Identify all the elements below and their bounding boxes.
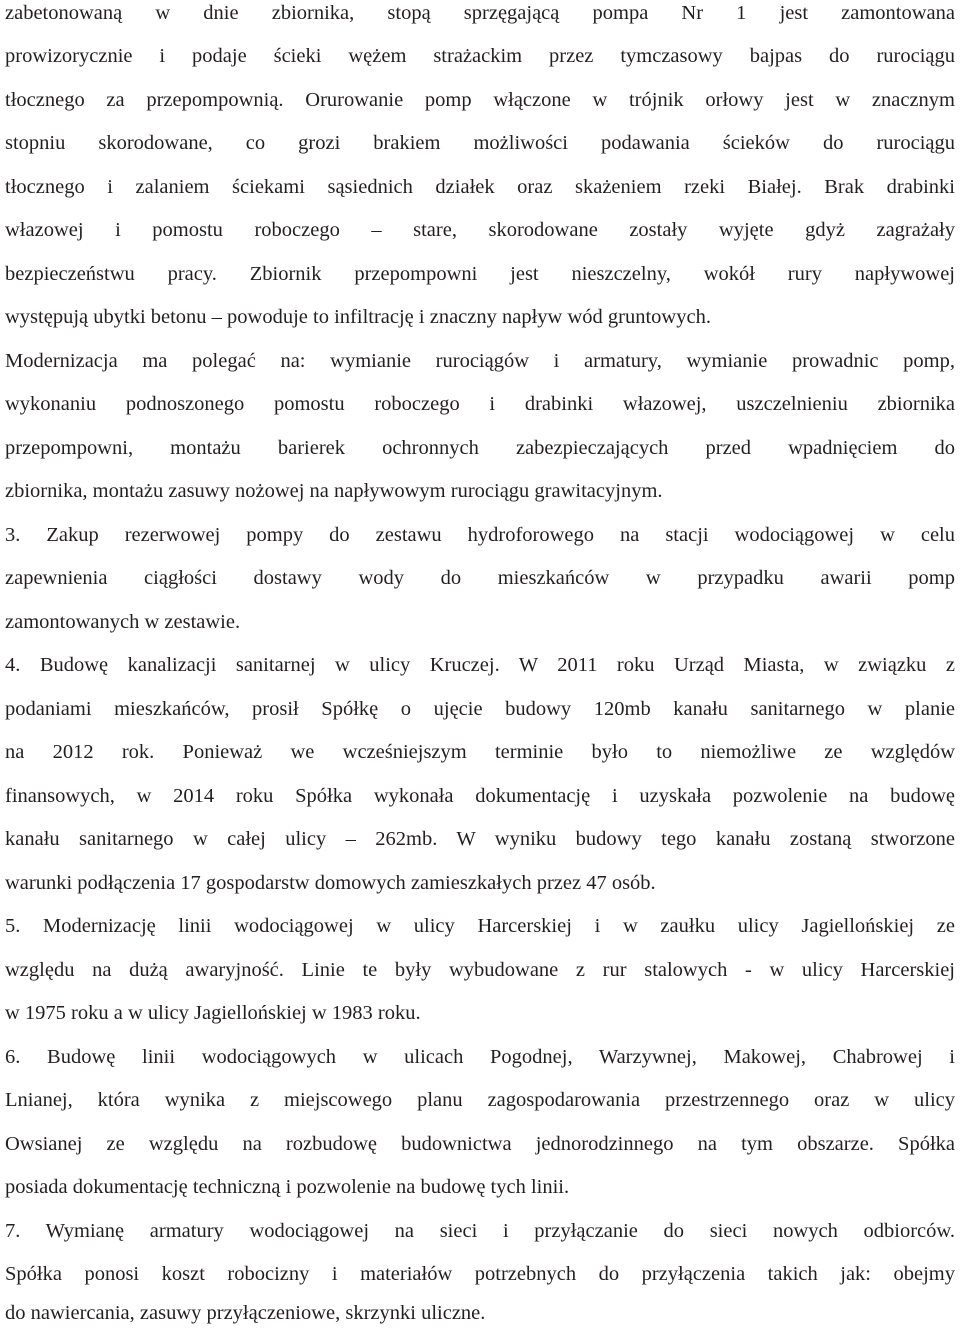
text-line: Lnianej, która wynika z miejscowego planu zagospodarowania przestrzennego oraz w ulicy bbox=[5, 1089, 955, 1111]
text-line: tłocznego i zalaniem ściekami sąsiednich działek oraz skażeniem rzeki Białej. Brak drabinki bbox=[5, 176, 955, 198]
text-line: warunki podłączenia 17 gospodarstw domowych zamieszkałych przez 47 osób. bbox=[5, 872, 656, 894]
text-line: 7. Wymianę armatury wodociągowej na sieci i przyłączanie do sieci nowych odbiorców. bbox=[5, 1220, 955, 1242]
text-line: Modernizacja ma polegać na: wymianie rurociągów i armatury, wymianie prowadnic pomp, bbox=[5, 350, 955, 372]
text-line: Owsianej ze względu na rozbudowę budownictwa jednorodzinnego na tym obszarze. Spółka bbox=[5, 1133, 955, 1155]
text-line: posiada dokumentację techniczną i pozwolenie na budowę tych linii. bbox=[5, 1176, 570, 1198]
text-line: 5. Modernizację linii wodociągowej w ulicy Harcerskiej i w zaułku ulicy Jagiellońskiej ze bbox=[5, 915, 955, 937]
text-line: zbiornika, montażu zasuwy nożowej na napływowym rurociągu grawitacyjnym. bbox=[5, 480, 663, 502]
text-line: na 2012 rok. Ponieważ we wcześniejszym terminie było to niemożliwe ze względów bbox=[5, 741, 955, 763]
text-line: występują ubytki betonu – powoduje to infiltrację i znaczny napływ wód gruntowych. bbox=[5, 306, 711, 328]
text-line: stopniu skorodowane, co grozi brakiem możliwości podawania ścieków do rurociągu bbox=[5, 132, 955, 154]
text-line: 6. Budowę linii wodociągowych w ulicach Pogodnej, Warzywnej, Makowej, Chabrowej i bbox=[5, 1046, 955, 1068]
text-line: 4. Budowę kanalizacji sanitarnej w ulicy Kruczej. W 2011 roku Urząd Miasta, w związku z bbox=[5, 654, 955, 676]
text-line: finansowych, w 2014 roku Spółka wykonała dokumentację i uzyskała pozwolenie na budowę bbox=[5, 785, 955, 807]
text-line: Spółka ponosi koszt robocizny i materiałów potrzebnych do przyłączenia takich jak: obejmy bbox=[5, 1263, 955, 1285]
text-line: tłocznego za przepompownią. Orurowanie pomp włączone w trójnik orłowy jest w znacznym bbox=[5, 89, 955, 111]
text-line: w 1975 roku a w ulicy Jagiellońskiej w 1983 roku. bbox=[5, 1002, 421, 1024]
text-line: podaniami mieszkańców, prosił Spółkę o ujęcie budowy 120mb kanału sanitarnego w planie bbox=[5, 698, 955, 720]
text-line: 3. Zakup rezerwowej pompy do zestawu hydroforowego na stacji wodociągowej w celu bbox=[5, 524, 955, 546]
text-line: włazowej i pomostu roboczego – stare, skorodowane zostały wyjęte gdyż zagrażały bbox=[5, 219, 955, 241]
text-line: wykonaniu podnoszonego pomostu roboczego i drabinki włazowej, uszczelnieniu zbiornika bbox=[5, 393, 955, 415]
text-line: bezpieczeństwu pracy. Zbiornik przepompowni jest nieszczelny, wokół rury napływowej bbox=[5, 263, 955, 285]
text-line: przepompowni, montażu barierek ochronnych zabezpieczających przed wpadnięciem do bbox=[5, 437, 955, 459]
text-line: względu na dużą awaryjność. Linie te były wybudowane z rur stalowych - w ulicy Harcerskiej bbox=[5, 959, 955, 981]
text-line: zapewnienia ciągłości dostawy wody do mieszkańców w przypadku awarii pomp bbox=[5, 567, 955, 589]
text-line: prowizorycznie i podaje ścieki wężem strażackim przez tymczasowy bajpas do rurociągu bbox=[5, 45, 955, 67]
text-line: kanału sanitarnego w całej ulicy – 262mb. W wyniku budowy tego kanału zostaną stworzone bbox=[5, 828, 955, 850]
text-line: zamontowanych w zestawie. bbox=[5, 611, 241, 633]
text-line: do nawiercania, zasuwy przyłączeniowe, skrzynki uliczne. bbox=[5, 1302, 486, 1324]
text-line: zabetonowaną w dnie zbiornika, stopą sprzęgającą pompa Nr 1 jest zamontowana bbox=[5, 2, 955, 24]
